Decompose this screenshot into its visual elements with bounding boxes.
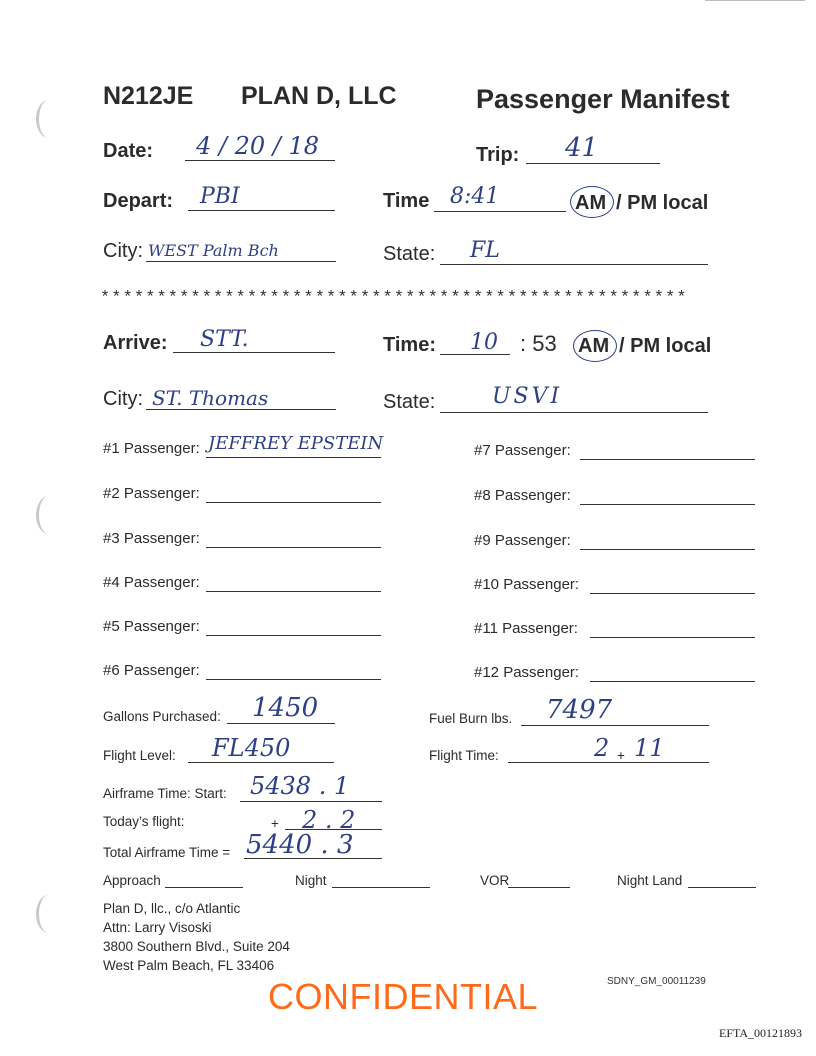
- depart-state-value: FL: [470, 238, 500, 263]
- passenger-7-label: #7 Passenger:: [474, 442, 571, 459]
- flight-time-plus: +: [617, 748, 625, 763]
- gallons-label: Gallons Purchased:: [103, 709, 221, 724]
- airframe-start-value: 5438 . 1: [250, 772, 350, 800]
- passenger-1-name: JEFFREY EPSTEIN: [208, 433, 384, 454]
- arrive-time-label: Time:: [383, 334, 436, 356]
- arrive-state-line: [440, 412, 708, 413]
- passenger-9-line: [580, 549, 755, 550]
- address-line-4: West Palm Beach, FL 33406: [103, 958, 275, 973]
- approach-label: Approach: [103, 873, 161, 888]
- tail-number: N212JE: [103, 82, 194, 110]
- approach-line: [165, 887, 243, 888]
- passenger-2-line: [206, 502, 381, 503]
- airframe-start-line: [240, 801, 382, 802]
- address-line-1: Plan D, llc., c/o Atlantic: [103, 901, 241, 916]
- arrive-state-value: USVI: [492, 384, 563, 409]
- flight-time-minutes-value: 11: [634, 734, 665, 762]
- night-land-line: [688, 887, 756, 888]
- depart-airport-value: PBI: [200, 184, 240, 209]
- depart-state-label: State:: [383, 243, 436, 265]
- passenger-10-line: [590, 593, 755, 594]
- binder-hole-top: [36, 100, 61, 138]
- section-separator: ****************************************************: [100, 289, 688, 308]
- depart-city-line: [146, 261, 336, 262]
- flight-time-line: [508, 762, 709, 763]
- total-airframe-value: 5440 . 3: [246, 830, 354, 860]
- todays-flight-label: Today’s flight:: [103, 814, 185, 829]
- vor-line: [508, 887, 570, 888]
- address-line-2: Attn: Larry Visoski: [103, 920, 212, 935]
- arrive-airport-value: STT.: [200, 327, 249, 352]
- top-edge-rule: [705, 0, 805, 1]
- arrive-city-value: ST. Thomas: [152, 386, 269, 410]
- night-label: Night: [295, 873, 327, 888]
- passenger-4-label: #4 Passenger:: [103, 574, 200, 591]
- flight-time-label: Flight Time:: [429, 748, 499, 763]
- trip-value: 41: [565, 133, 599, 163]
- depart-time-line: [434, 211, 566, 212]
- binder-hole-middle: [36, 496, 61, 534]
- date-line: [185, 160, 335, 161]
- address-line-3: 3800 Southern Blvd., Suite 204: [103, 939, 290, 954]
- passenger-1-line: [206, 457, 381, 458]
- fuel-burn-value: 7497: [546, 695, 613, 725]
- depart-time-value: 8:41: [450, 184, 500, 209]
- passenger-6-label: #6 Passenger:: [103, 662, 200, 679]
- trip-line: [526, 163, 660, 164]
- passenger-8-label: #8 Passenger:: [474, 487, 571, 504]
- depart-city-label: City:: [103, 240, 143, 262]
- passenger-11-line: [590, 637, 755, 638]
- passenger-8-line: [580, 504, 755, 505]
- depart-line: [188, 210, 335, 211]
- passenger-12-line: [590, 681, 755, 682]
- depart-state-line: [440, 264, 708, 265]
- binder-hole-bottom: [36, 895, 61, 933]
- mailing-address: [103, 899, 290, 975]
- trip-label: Trip:: [476, 144, 520, 166]
- airframe-start-label: Airframe Time: Start:: [103, 786, 227, 801]
- passenger-9-label: #9 Passenger:: [474, 532, 571, 549]
- arrive-am-label: AM: [578, 335, 610, 357]
- passenger-4-line: [206, 591, 381, 592]
- depart-city-value: WEST Palm Bch: [148, 241, 279, 260]
- date-value: 4 / 20 / 18: [196, 132, 320, 160]
- depart-pm-local-label: / PM local: [616, 192, 709, 214]
- passenger-6-line: [206, 679, 381, 680]
- passenger-3-label: #3 Passenger:: [103, 530, 200, 547]
- passenger-5-label: #5 Passenger:: [103, 618, 200, 635]
- arrive-label: Arrive:: [103, 332, 168, 354]
- fuel-burn-label: Fuel Burn lbs.: [429, 711, 513, 726]
- passenger-1-label: #1 Passenger:: [103, 440, 200, 457]
- company-name: PLAN D, LLC: [241, 82, 397, 110]
- todays-flight-plus: +: [271, 816, 279, 831]
- night-line: [332, 887, 430, 888]
- arrive-line: [173, 352, 335, 353]
- fuel-burn-line: [521, 725, 709, 726]
- confidential-stamp: CONFIDENTIAL: [268, 976, 539, 1017]
- efta-number: EFTA_00121893: [719, 1026, 803, 1040]
- depart-time-label: Time: [383, 190, 430, 212]
- total-airframe-line: [244, 858, 382, 859]
- gallons-line: [227, 723, 335, 724]
- flight-time-hours-value: 2: [594, 734, 610, 762]
- passenger-12-label: #12 Passenger:: [474, 664, 580, 681]
- flight-level-label: Flight Level:: [103, 748, 176, 763]
- arrive-time-minute-value: : 53: [520, 331, 557, 356]
- arrive-time-hour-value: 10: [470, 330, 498, 355]
- passenger-5-line: [206, 635, 381, 636]
- todays-flight-value: 2 . 2: [302, 806, 356, 834]
- night-land-label: Night Land: [617, 873, 683, 888]
- arrive-city-label: City:: [103, 388, 143, 410]
- depart-label: Depart:: [103, 190, 174, 212]
- gallons-value: 1450: [252, 693, 319, 723]
- depart-am-label: AM: [575, 192, 607, 214]
- arrive-state-label: State:: [383, 391, 436, 413]
- date-label: Date:: [103, 140, 154, 162]
- vor-label: VOR: [480, 873, 510, 888]
- passenger-3-line: [206, 547, 381, 548]
- passenger-10-label: #10 Passenger:: [474, 576, 580, 593]
- arrive-pm-local-label: / PM local: [619, 335, 712, 357]
- passenger-11-label: #11 Passenger:: [474, 620, 578, 637]
- flight-level-value: FL450: [212, 734, 291, 762]
- form-title: Passenger Manifest: [476, 84, 730, 114]
- document-id: SDNY_GM_00011239: [607, 976, 706, 987]
- total-airframe-label: Total Airframe Time =: [103, 845, 231, 860]
- passenger-7-line: [580, 459, 755, 460]
- flight-level-line: [188, 762, 334, 763]
- passenger-2-label: #2 Passenger:: [103, 485, 200, 502]
